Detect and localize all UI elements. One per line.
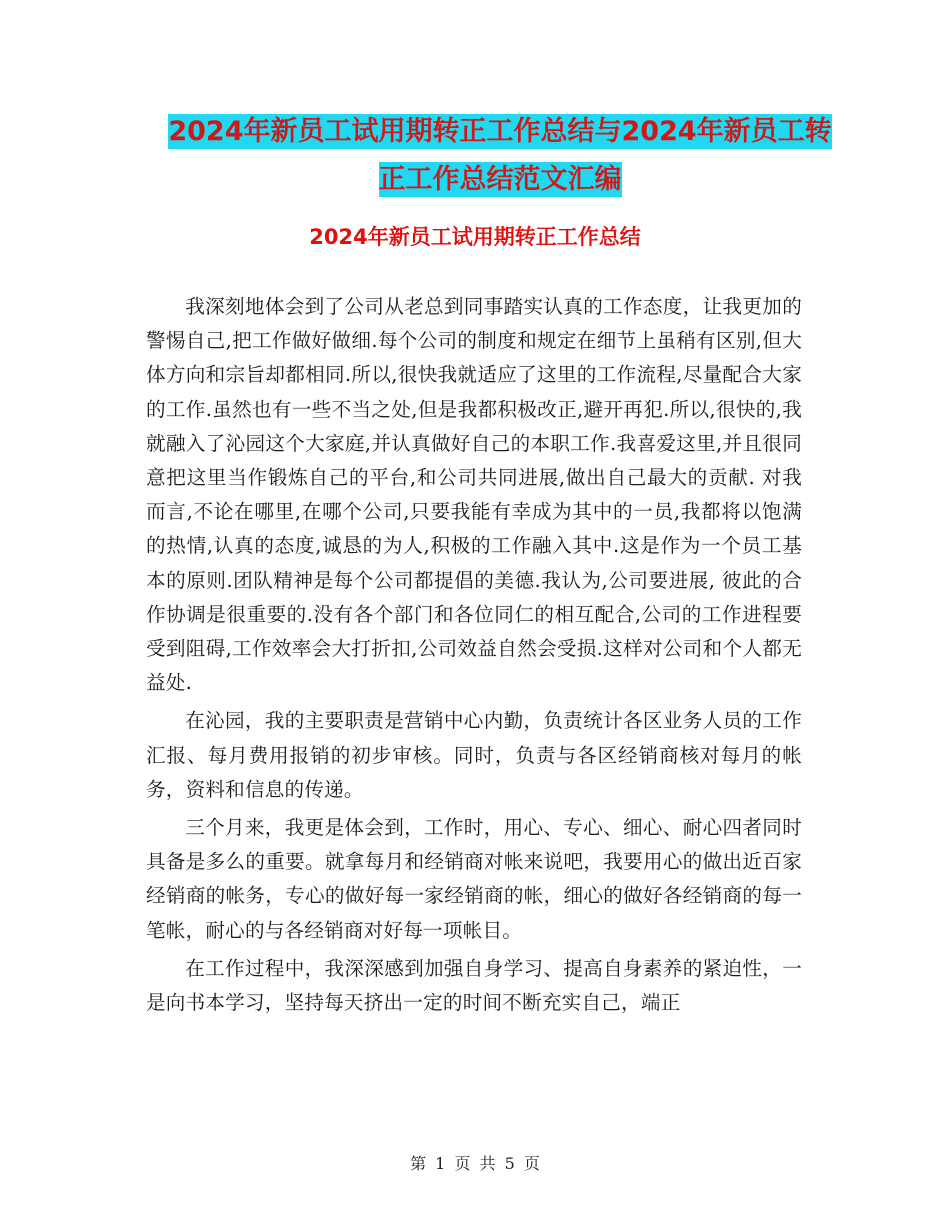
section-title: 2024年新员工试用期转正工作总结: [309, 225, 641, 249]
document-title-line-2: 正工作总结范文汇编: [378, 164, 622, 195]
paragraph: 在工作过程中，我深深感到加强自身学习、提高自身素养的紧迫性，一是向书本学习，坚持每天挤出一定的时间不断充实自己，端正: [146, 956, 802, 1015]
paragraph: 三个月来，我更是体会到，工作时，用心、专心、细心、耐心四者同时具备是多么的重要。就拿每月和经销商对帐来说吧，我要用心的做出近百家经销商的帐务，专心的做好每一家经销商的帐，细心的做好各经销商的每一笔帐，耐心的与各经销商对好每一项帐目。: [146, 816, 802, 942]
page-number-footer: 第 1 页 共 5 页: [410, 1154, 540, 1173]
document-body: [146, 290, 802, 1024]
paragraph: 我深刻地体会到了公司从老总到同事踏实认真的工作态度，让我更加的警惕自己,把工作做好做细.每个公司的制度和规定在细节上虽稍有区别,但大体方向和宗旨却都相同.所以,很快我就适应了这里的工作流程,尽量配合大家的工作.虽然也有一些不当之处,但是我都积极改正,避开再犯.所以,很快的,我就融入了沁园这个大家庭,并认真做好自己的本职工作.我喜爱这里,并且很同意把这里当作锻炼自己的平台,和公司共同进展,做出自己最大的贡献. 对我而言,不论在哪里,在哪个公司,只要我能有幸成为其中的一员,我都将以饱满的热情,认真的态度,诚恳的为人,积极的工作融入其中.这是作为一个员工基本的原则.团队精神是每个公司都提倡的美德.我认为,公司要进展, 彼此的合作协调是很重要的.没有各个部门和各位同仁的相互配合,公司的工作进程要受到阻碍,工作效率会大打折扣,公司效益自然会受损.这样对公司和个人都无益处.: [146, 295, 802, 695]
document-title: [140, 108, 860, 204]
paragraph: 在沁园，我的主要职责是营销中心内勤，负责统计各区业务人员的工作汇报、每月费用报销的初步审核。同时，负责与各区经销商核对每月的帐务，资料和信息的传递。: [146, 709, 802, 801]
document-title-line-1: 2024年新员工试用期转正工作总结与2024年新员工转: [168, 116, 832, 147]
